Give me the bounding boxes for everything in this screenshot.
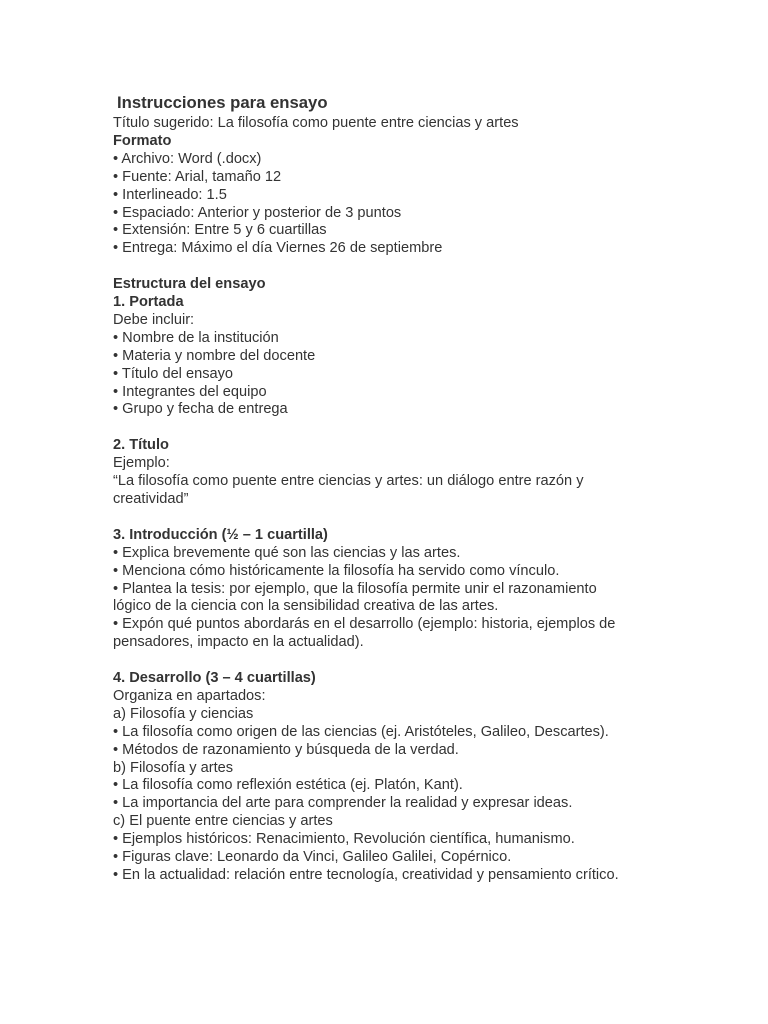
- spacer: [113, 258, 673, 276]
- spacer: [113, 652, 673, 670]
- titulo-heading: 2. Título: [113, 437, 169, 454]
- desarrollo-heading: 4. Desarrollo (3 – 4 cuartillas): [113, 670, 316, 687]
- introduccion-line: • Explica brevemente qué son las ciencias y las artes.: [113, 544, 461, 561]
- titulo-example-line: “La filosofía como puente entre ciencias y artes: un diálogo entre razón y: [113, 473, 584, 490]
- desarrollo-line: • En la actualidad: relación entre tecnología, creatividad y pensamiento crítico.: [113, 867, 619, 883]
- format-item: • Fuente: Arial, tamaño 12: [113, 168, 282, 185]
- document-title: Instrucciones para ensayo: [117, 93, 328, 112]
- format-item: • Interlineado: 1.5: [113, 186, 227, 203]
- desarrollo-line: Organiza en apartados:: [113, 687, 266, 704]
- portada-item: • Nombre de la institución: [113, 329, 279, 346]
- format-item: • Entrega: Máximo el día Viernes 26 de septiembre: [113, 240, 443, 257]
- introduccion-line: • Menciona cómo históricamente la filosofía ha servido como vínculo.: [113, 562, 560, 579]
- desarrollo-line: • Figuras clave: Leonardo da Vinci, Galileo Galilei, Copérnico.: [113, 849, 512, 866]
- desarrollo-line: a) Filosofía y ciencias: [113, 705, 254, 722]
- format-item: • Archivo: Word (.docx): [113, 150, 262, 167]
- spacer: [113, 509, 673, 527]
- introduccion-heading: 3. Introducción (½ – 1 cuartilla): [113, 526, 328, 543]
- desarrollo-line: • Métodos de razonamiento y búsqueda de la verdad.: [113, 741, 459, 758]
- document-body: [113, 93, 673, 885]
- portada-intro: Debe incluir:: [113, 311, 195, 328]
- portada-item: • Grupo y fecha de entrega: [113, 401, 288, 418]
- suggested-title: Título sugerido: La filosofía como puente entre ciencias y artes: [113, 115, 519, 131]
- introduccion-line: lógico de la ciencia con la sensibilidad creativa de las artes.: [113, 598, 499, 615]
- desarrollo-line: • La importancia del arte para comprender la realidad y expresar ideas.: [113, 795, 573, 812]
- introduccion-line: pensadores, impacto en la actualidad).: [113, 634, 364, 651]
- format-item: • Extensión: Entre 5 y 6 cuartillas: [113, 222, 327, 239]
- introduccion-line: • Plantea la tesis: por ejemplo, que la filosofía permite unir el razonamiento: [113, 580, 597, 597]
- portada-item: • Integrantes del equipo: [113, 383, 267, 400]
- format-item: • Espaciado: Anterior y posterior de 3 puntos: [113, 204, 402, 221]
- titulo-intro: Ejemplo:: [113, 455, 170, 472]
- portada-heading: 1. Portada: [113, 294, 184, 311]
- portada-item: • Materia y nombre del docente: [113, 347, 316, 364]
- structure-heading: Estructura del ensayo: [113, 276, 266, 293]
- spacer: [113, 419, 673, 437]
- desarrollo-line: • La filosofía como origen de las ciencias (ej. Aristóteles, Galileo, Descartes).: [113, 723, 609, 740]
- desarrollo-line: • Ejemplos históricos: Renacimiento, Revolución científica, humanismo.: [113, 831, 575, 848]
- desarrollo-line: b) Filosofía y artes: [113, 759, 234, 776]
- desarrollo-line: c) El puente entre ciencias y artes: [113, 813, 333, 830]
- format-heading: Formato: [113, 132, 172, 149]
- introduccion-line: • Expón qué puntos abordarás en el desarrollo (ejemplo: historia, ejemplos de: [113, 616, 616, 633]
- titulo-example-line: creatividad”: [113, 491, 189, 507]
- portada-item: • Título del ensayo: [113, 365, 234, 382]
- desarrollo-line: • La filosofía como reflexión estética (ej. Platón, Kant).: [113, 777, 463, 794]
